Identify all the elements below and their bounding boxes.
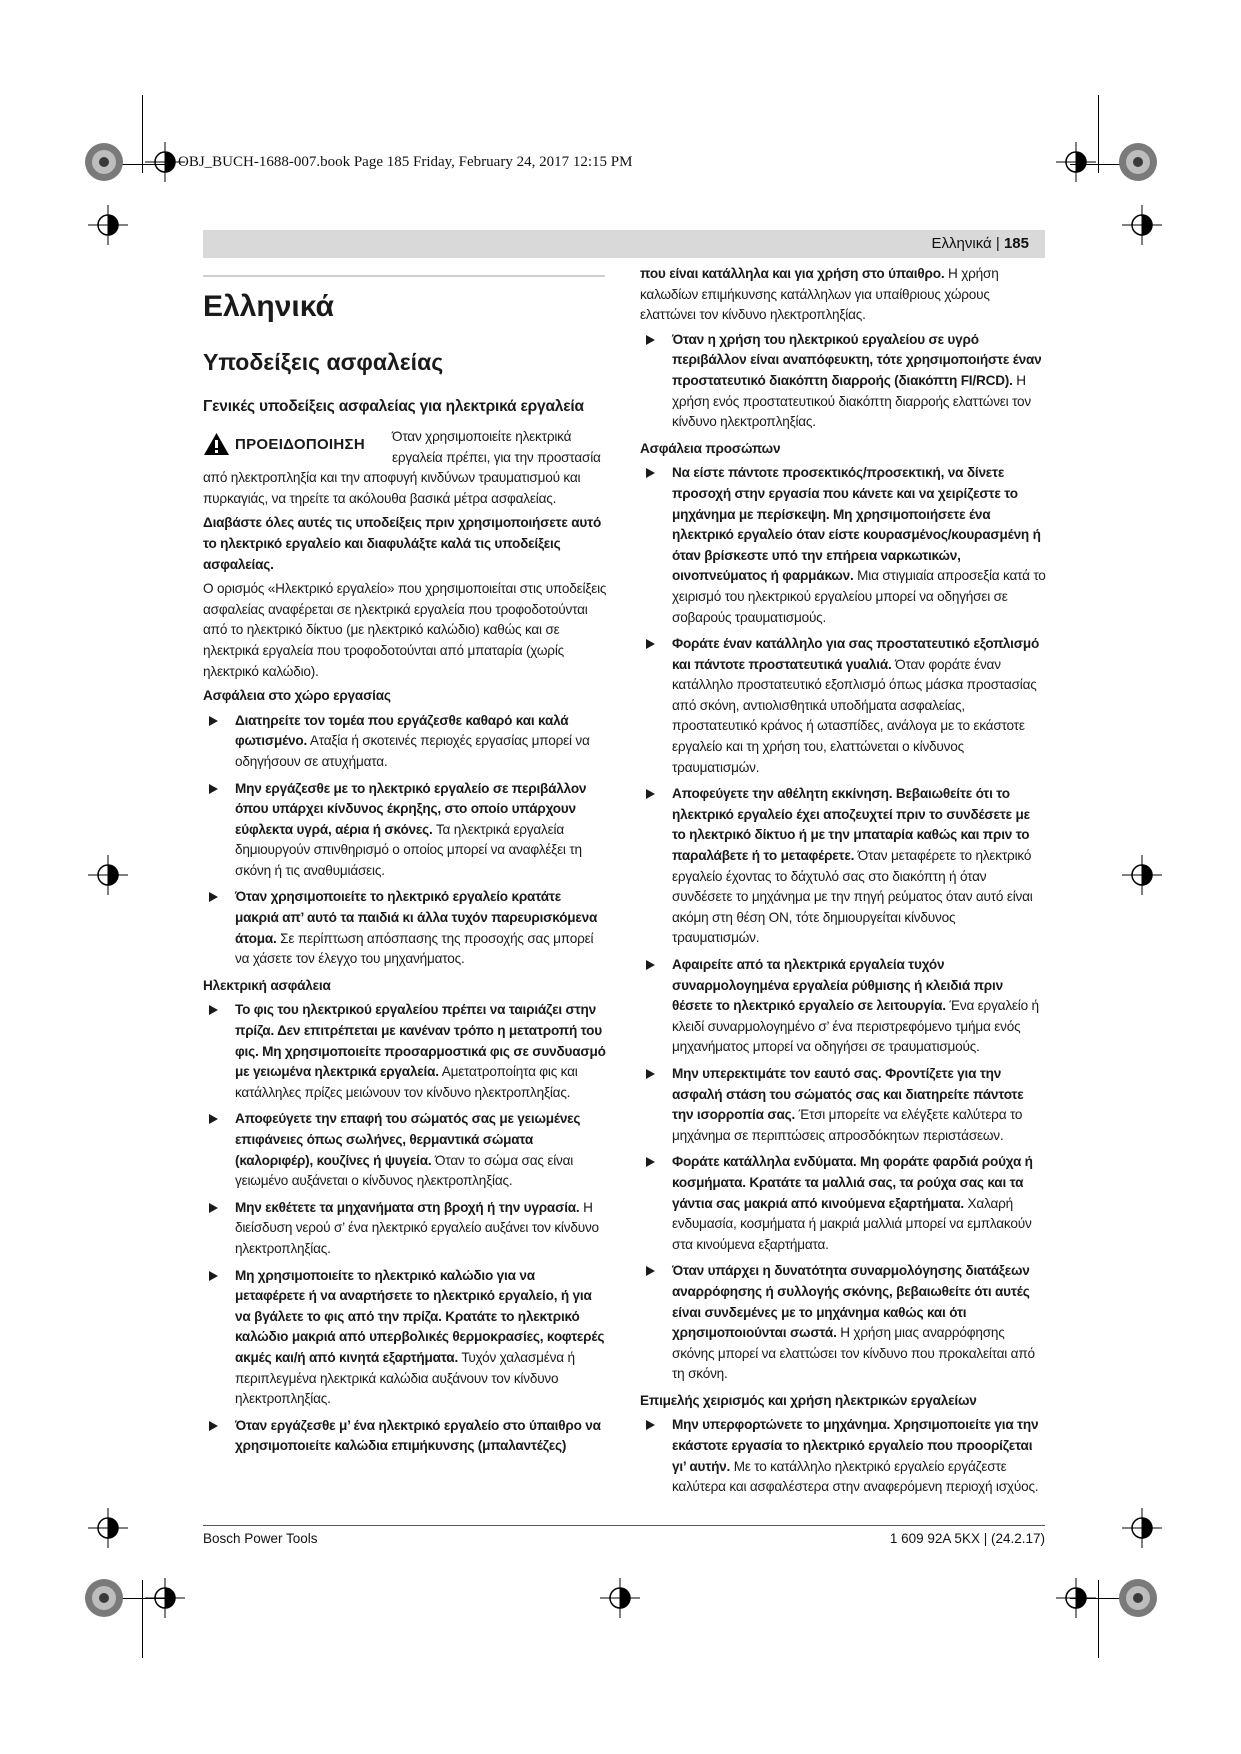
list-item: Μην εκθέτετε τα μηχανήματα στη βροχή ή την υγρασία. Η διείσδυση νερού σ’ ένα ηλεκτρικό εργαλείο αυξάνει τον κίνδυνο ηλεκτροπληξίας. [203, 1198, 607, 1260]
bullet-triangle-icon [209, 892, 218, 902]
list-item: Όταν χρησιμοποιείτε το ηλεκτρικό εργαλείο κρατάτε μακριά απ’ αυτό τα παιδιά κι άλλα τυχόν παρευρισκόμενα άτομα. Σε περίπτωση απόσπασης της προσοχής σας μπορεί να χάσετε τον έλεγχο του μηχανήματος. [203, 887, 607, 969]
header-page-number: 185 [1003, 235, 1029, 252]
crosshair-icon [88, 205, 128, 245]
footer-brand: Bosch Power Tools [203, 1531, 318, 1546]
warning-badge [203, 431, 380, 459]
bullet-triangle-icon [646, 1157, 655, 1167]
personal-safety-heading: Ασφάλεια προσώπων [640, 440, 781, 456]
registration-target-icon [82, 140, 126, 184]
list-item: Αποφεύγετε την επαφή του σώματός σας με γειωμένες επιφάνειες όπως σωλήνες, θερμαντικά σώματα (καλοριφέρ), κουζίνες ή ψυγεία. Όταν το σώμα σας είναι γειωμένο αυξάνεται ο κίνδυνος ηλεκτροπληξίας. [203, 1109, 607, 1191]
list-item: Όταν υπάρχει η δυνατότητα συναρμολόγησης διατάξεων αναρρόφησης ή συλλογής σκόνης, βεβαιωθείτε ότι αυτές είναι συνδεμένες με το μηχάνημα καθώς και ότι χρησιμοποιούνται σωστά. Η χρήση μιας αναρρόφησης σκόνης μπορεί να ελαττώσει τον κίνδυνο που προκαλείται από τη σκόνη. [640, 1261, 1046, 1385]
list-item: Φοράτε έναν κατάλληλο για σας προστατευτικό εξοπλισμό και πάντοτε προστατευτικά γυαλιά. Όταν φοράτε έναν κατάλληλο προστατευτικό εξοπλισμό όπως μάσκα προστασίας από σκόνη, αντιολισθητικά υποδήματα ασφαλείας, προστατευτικό κράνος ή ωτασπίδες, ανάλογα με το εκάστοτε εργαλείο και τη χρήση του, ελαττώνεται ο κίνδυνος τραυματισμών. [640, 634, 1046, 778]
bullet-triangle-icon [646, 1266, 655, 1276]
bullet-triangle-icon [209, 1203, 218, 1213]
crosshair-icon [1056, 142, 1096, 182]
list-item: Να είστε πάντοτε προσεκτικός/προσεκτική, να δίνετε προσοχή στην εργασία που κάνετε και να χειρίζεστε το μηχάνημα με περίσκεψη. Μη χρησιμοποιήσετε ένα ηλεκτρικό εργαλείο όταν είστε κουρασμένος/κουρασμένη ή όταν βρίσκεστε υπό την επήρεια ναρκωτικών, οινοπνεύματος ή φαρμάκων. Μια στιγμιαία απροσεξία κατά το χειρισμό του ηλεκτρικού εργαλείου μπορεί να οδηγήσει σε σοβαρούς τραυματισμούς. [640, 463, 1046, 628]
list-item: Όταν η χρήση του ηλεκτρικού εργαλείου σε υγρό περιβάλλον είναι αναπόφευκτη, τότε χρησιμοποιήστε έναν προστατευτικό διακόπτη διαρροής (διακόπτη FI/RCD). Η χρήση ενός προστατευτικού διακόπτη διαρροής ελαττώνει τον κίνδυνο ηλεκτροπληξίας. [640, 330, 1046, 433]
header-language: Ελληνικά [931, 235, 992, 252]
crosshair-icon [88, 1508, 128, 1548]
bullet-triangle-icon [646, 639, 655, 649]
crosshair-icon [1122, 1508, 1162, 1548]
handling-heading: Επιμελής χειρισμός και χρήση ηλεκτρικών εργαλείων [640, 1392, 977, 1408]
crosshair-icon [88, 855, 128, 895]
registration-target-icon [1116, 140, 1160, 184]
registration-target-icon [82, 1576, 126, 1620]
personal-safety-list [640, 463, 1046, 1385]
bullet-triangle-icon [209, 1114, 218, 1124]
work-area-heading: Ασφάλεια στο χώρο εργασίας [203, 688, 391, 704]
crosshair-icon [600, 1578, 640, 1618]
handling-list [640, 1415, 1046, 1497]
section-heading: Υποδείξεις ασφαλείας [203, 349, 444, 375]
list-item: Αποφεύγετε την αθέλητη εκκίνηση. Βεβαιωθείτε ότι το ηλεκτρικό εργαλείο έχει αποζευχτεί πριν το συνδέσετε με το ηλεκτρικό δίκτυο ή με την μπαταρία καθώς και πριν το παραλάβετε ή το μεταφέρετε. Όταν μεταφέρετε το ηλεκτρικό εργαλείο έχοντας το δάχτυλό σας στο διακόπτη ή όταν συνδέσετε το μηχάνημα με την πηγή ρεύματος όταν αυτό είναι ακόμη στη θέση ON, τότε δημιουργείται κίνδυνος τραυματισμών. [640, 784, 1046, 949]
bullet-triangle-icon [646, 1069, 655, 1079]
warning-triangle-icon [203, 432, 230, 456]
registration-target-icon [1116, 1576, 1160, 1620]
list-item: Αφαιρείτε από τα ηλεκτρικά εργαλεία τυχόν συναρμολογημένα εργαλεία ρύθμισης ή κλειδιά πριν θέσετε το ηλεκτρικό εργαλείο σε λειτουργία. Ένα εργαλείο ή κλειδί συναρμολογημένο σ’ ένα περιστρεφόμενο τμήμα ενός μηχανήματος μπορεί να οδηγήσει σε τραυματισμούς. [640, 955, 1046, 1058]
bullet-triangle-icon [646, 960, 655, 970]
bullet-triangle-icon [209, 1271, 218, 1281]
footer-rule [203, 1525, 1045, 1526]
footer-docref: 1 609 92A 5KX | (24.2.17) [889, 1531, 1045, 1546]
list-item: Μη χρησιμοποιείτε το ηλεκτρικό καλώδιο για να μεταφέρετε ή να αναρτήσετε το ηλεκτρικό εργαλείο, ή για να βγάλετε το φις από την πρίζα. Κρατάτε το ηλεκτρικό καλώδιο μακριά από υπερβολικές θερμοκρασίες, κοφτερές ακμές και/ή από κινητά εξαρτήματα. Τυχόν χαλασμένα ή περιπλεγμένα ηλεκτρικά καλώδια αυξάνουν τον κίνδυνο ηλεκτροπληξίας. [203, 1266, 607, 1410]
list-item: Διατηρείτε τον τομέα που εργάζεσθε καθαρό και καλά φωτισμένο. Αταξία ή σκοτεινές περιοχές εργασίας μπορεί να οδηγήσουν σε ατυχήματα. [203, 711, 607, 773]
list-item: Το φις του ηλεκτρικού εργαλείου πρέπει να ταιριάζει στην πρίζα. Δεν επιτρέπεται με κανέναν τρόπο η μετατροπή του φις. Μη χρησιμοποιείτε προσαρμοστικά φις σε συνδυασμό με γειωμένα ηλεκτρικά εργαλεία. Αμετατροποίητα φις και κατάλληλες πρίζες μειώνουν τον κίνδυνο ηλεκτροπληξίας. [203, 1000, 607, 1103]
warning-paragraph [203, 427, 607, 509]
list-item: Φοράτε κατάλληλα ενδύματα. Μη φοράτε φαρδιά ρούχα ή κοσμήματα. Κρατάτε τα μαλλιά σας, τα ρούχα σας και τα γάντια σας μακριά από κινούμενα εξαρτήματα. Χαλαρή ενδυμασία, κοσμήματα ή μακριά μαλλιά μπορεί να εμπλακούν στα κινούμενα εξαρτήματα. [640, 1152, 1046, 1255]
header-separator: | [995, 235, 1000, 252]
print-slug: OBJ_BUCH-1688-007.book Page 185 Friday, February 24, 2017 12:15 PM [178, 154, 633, 170]
crosshair-icon [1122, 205, 1162, 245]
bullet-triangle-icon [209, 1005, 218, 1015]
work-area-list [203, 711, 607, 970]
electrical-list [203, 1000, 607, 1456]
warning-label: ΠΡΟΕΙΔΟΠΟΙΗΣΗ [235, 436, 365, 453]
crosshair-icon [145, 1578, 185, 1618]
continuation-paragraph: που είναι κατάλληλα και για χρήση στο ύπαιθρο. Η χρήση καλωδίων επιμήκυνσης κατάλληλων για υπαίθριους χώρους ελαττώνει τον κίνδυνο ηλεκτροπληξίας. [640, 266, 999, 323]
list-item: Μην υπερφορτώνετε το μηχάνημα. Χρησιμοποιείτε για την εκάστοτε εργασία το ηλεκτρικό εργαλείο που προορίζεται γι’ αυτήν. Με το κατάλληλο ηλεκτρικό εργαλείο εργάζεστε καλύτερα και ασφαλέστερα στην αναφερόμενη περιοχή ισχύος. [640, 1415, 1046, 1497]
left-column [203, 276, 607, 1463]
list-item: Μην υπερεκτιμάτε τον εαυτό σας. Φροντίζετε για την ασφαλή στάση του σώματός σας και διατηρείτε πάντοτε την ισορροπία σας. Έτσι μπορείτε να ελέγξετε καλύτερα το μηχάνημα σε περιπτώσεις απροσδόκητων περιστάσεων. [640, 1064, 1046, 1146]
definition-text: Ο ορισμός «Ηλεκτρικό εργαλείο» που χρησιμοποιείται στις υποδείξεις ασφαλείας αναφέρεται σε ηλεκτρικά εργαλεία που τροφοδοτούνται από το ηλεκτρικό δίκτυο (με ηλεκτρικό καλώδιο) καθώς και σε ηλεκτρικά εργαλεία που τροφοδοτούνται από μπαταρία (χωρίς ηλεκτρικό καλώδιο). [203, 581, 607, 679]
right-column [640, 264, 1046, 1504]
header-text [932, 235, 1029, 252]
read-all-instructions: Διαβάστε όλες αυτές τις υποδείξεις πριν χρησιμοποιήσετε αυτό το ηλεκτρικό εργαλείο και διαφυλάξτε καλά τις υποδείξεις ασφαλείας. [203, 515, 602, 572]
crosshair-icon [1056, 1578, 1096, 1618]
bullet-triangle-icon [209, 716, 218, 726]
bullet-triangle-icon [646, 1420, 655, 1430]
bullet-triangle-icon [209, 1421, 218, 1431]
bullet-triangle-icon [646, 468, 655, 478]
running-header [203, 230, 1045, 258]
subsection-heading: Γενικές υποδείξεις ασφαλείας για ηλεκτρικά εργαλεία [203, 398, 584, 415]
bullet-triangle-icon [646, 789, 655, 799]
warning-text: Όταν χρησιμοποιείτε ηλεκτρικά εργαλεία πρέπει, για την προστασία από ηλεκτροπληξία και την αποφυγή κινδύνων τραυματισμού και πυρκαγιάς, να τηρείτε τα ακόλουθα βασικά μέτρα ασφαλείας. [203, 429, 601, 506]
bullet-triangle-icon [646, 335, 655, 345]
electrical-heading: Ηλεκτρική ασφάλεια [203, 977, 331, 993]
page-title: Ελληνικά [203, 290, 334, 323]
list-item: Μην εργάζεσθε με το ηλεκτρικό εργαλείο σε περιβάλλον όπου υπάρχει κίνδυνος έκρηξης, στο οποίο υπάρχουν εύφλεκτα υγρά, αέρια ή σκόνες. Τα ηλεκτρικά εργαλεία δημιουργούν σπινθηρισμό ο οποίος μπορεί να αναφλέξει τη σκόνη ή τις αναθυμιάσεις. [203, 779, 607, 882]
crosshair-icon [1122, 855, 1162, 895]
list-item: Όταν εργάζεσθε μ’ ένα ηλεκτρικό εργαλείο στο ύπαιθρο να χρησιμοποιείτε καλώδια επιμήκυνσης (μπαλαντέζες) [203, 1416, 607, 1457]
bullet-triangle-icon [209, 784, 218, 794]
